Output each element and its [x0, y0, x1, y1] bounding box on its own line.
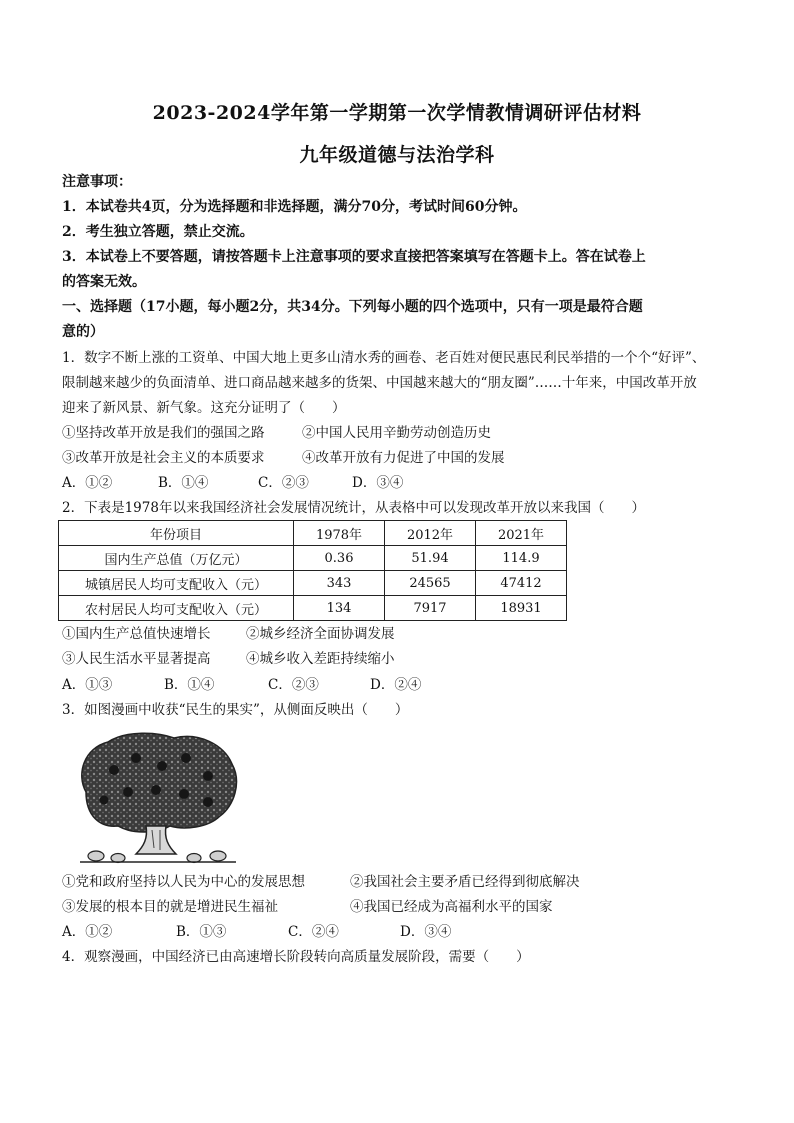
table-cell: 343	[294, 571, 385, 596]
table-cell: 18931	[476, 596, 567, 621]
table-header-row	[59, 521, 567, 546]
q2-option-d: D．②④	[370, 677, 422, 693]
q3-option-c: C．②④	[288, 924, 339, 940]
q1-statement: ④改革开放有力促进了中国的发展	[302, 450, 505, 466]
q1-stem: 1．数字不断上涨的工资单、中国大地上更多山清水秀的画卷、老百姓对便民惠民利民举措的一个个“好评”、	[62, 350, 706, 366]
table-cell: 农村居民人均可支配收入（元）	[59, 596, 294, 621]
table-row	[59, 596, 567, 621]
q3-option-b: B．①③	[176, 924, 227, 940]
table-row	[59, 546, 567, 571]
q2-stem: 2．下表是1978年以来我国经济社会发展情况统计，从表格中可以发现改革开放以来我国（ ）	[62, 500, 645, 516]
q1-option-b: B．①④	[158, 475, 209, 491]
table-cell: 国内生产总值（万亿元）	[59, 546, 294, 571]
table-cell: 114.9	[476, 546, 567, 571]
table-cell: 7917	[385, 596, 476, 621]
table-cell: 城镇居民人均可支配收入（元）	[59, 571, 294, 596]
q3-option-a: A．①②	[62, 924, 113, 940]
table-header-cell: 1978年	[294, 521, 385, 546]
q3-statement: ②我国社会主要矛盾已经得到彻底解决	[350, 874, 580, 890]
q3-option-d: D．③④	[400, 924, 452, 940]
table-cell: 0.36	[294, 546, 385, 571]
table-header-cell: 2012年	[385, 521, 476, 546]
notice-item: 的答案无效。	[62, 274, 146, 290]
cartoon-tree-image	[74, 730, 242, 868]
q3-statement: ①党和政府坚持以人民为中心的发展思想	[62, 874, 305, 890]
q1-statement: ①坚持改革开放是我们的强国之路	[62, 425, 265, 441]
q3-statement: ④我国已经成为高福利水平的国家	[350, 899, 553, 915]
table-cell: 47412	[476, 571, 567, 596]
q1-statement: ③改革开放是社会主义的本质要求	[62, 450, 265, 466]
q3-statement: ③发展的根本目的就是增进民生福祉	[62, 899, 278, 915]
table-row	[59, 571, 567, 596]
q1-option-a: A．①②	[62, 475, 113, 491]
q2-statement: ④城乡收入差距持续缩小	[246, 651, 395, 667]
q1-stem: 限制越来越少的负面清单、进口商品越来越多的货架、中国越来越大的“朋友圈”……十年来，中国改革开放	[62, 375, 697, 391]
notice-heading: 注意事项：	[62, 174, 132, 190]
section-heading-cont: 意的）	[62, 324, 104, 340]
q1-option-d: D．③④	[352, 475, 404, 491]
q1-option-c: C．②③	[258, 475, 309, 491]
q2-statement: ①国内生产总值快速增长	[62, 626, 211, 642]
q2-statement: ②城乡经济全面协调发展	[246, 626, 395, 642]
q2-statement: ③人民生活水平显著提高	[62, 651, 211, 667]
q2-option-a: A．①③	[62, 677, 113, 693]
notice-item: 1．本试卷共4页，分为选择题和非选择题，满分70分，考试时间60分钟。	[62, 199, 527, 215]
notice-item: 2．考生独立答题，禁止交流。	[62, 224, 254, 240]
q1-stem: 迎来了新风景、新气象。这充分证明了（ ）	[62, 400, 346, 416]
section-heading: 一、选择题（17小题，每小题2分，共34分。下列每小题的四个选项中，只有一项是最符合题	[62, 299, 643, 315]
q1-statement: ②中国人民用辛勤劳动创造历史	[302, 425, 491, 441]
table-cell: 51.94	[385, 546, 476, 571]
q3-stem: 3．如图漫画中收获“民生的果实”，从侧面反映出（ ）	[62, 702, 409, 718]
q2-option-b: B．①④	[164, 677, 215, 693]
notice-item: 3．本试卷上不要答题，请按答题卡上注意事项的要求直接把答案填写在答题卡上。答在试卷上	[62, 249, 646, 265]
table-cell: 24565	[385, 571, 476, 596]
stats-table	[58, 520, 567, 621]
exam-title: 2023-2024学年第一学期第一次学情教情调研评估材料	[152, 102, 642, 124]
table-cell: 134	[294, 596, 385, 621]
exam-subtitle: 九年级道德与法治学科	[299, 144, 495, 166]
q2-option-c: C．②③	[268, 677, 319, 693]
q4-stem: 4．观察漫画，中国经济已由高速增长阶段转向高质量发展阶段，需要（ ）	[62, 949, 530, 965]
table-header-cell: 年份项目	[59, 521, 294, 546]
table-header-cell: 2021年	[476, 521, 567, 546]
